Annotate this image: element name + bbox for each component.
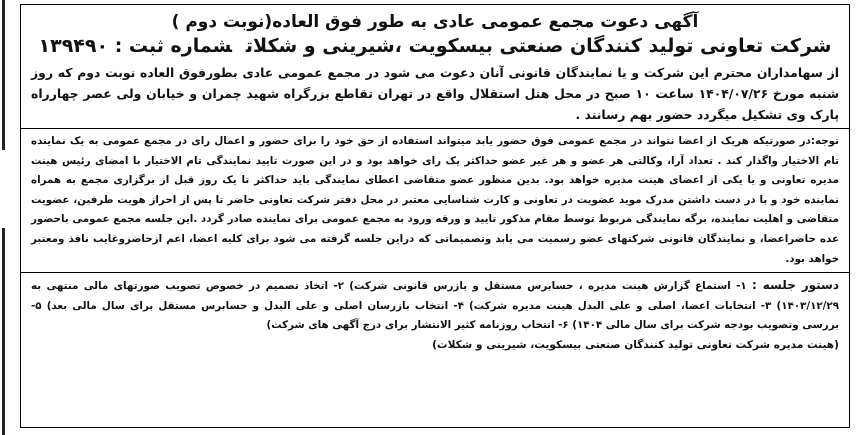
company-heading xyxy=(31,33,839,59)
agenda-label: دستور جلسه : xyxy=(752,278,840,293)
invitation-paragraph: از سهامداران محترم این شرکت و یا نمایندگان قانونی آنان دعوت می شود در مجمع عمومی عادی بطورفوق العاده نوبت دوم که روز شنبه مورخ ۱۴۰۴/۰۷/۲۶ ساعت ۱۰ صبح در محل هتل استقلال واقع در تهران تقاطع بزرگراه شهید چمران و خیابان ولی عصر چهارراه پارک وی تشکیل میگردد حضور بهم رسانند . xyxy=(31,65,839,122)
section-divider xyxy=(21,128,849,129)
agenda-items: ۱- استماع گزارش هینت مدیره ، حسابرس مستقل و بازرس قانونی شرکت) ۲- اتخاذ تصمیم در خصوص تصویب صورتهای مالی منتهی به ۱۴۰۳/۱۲/۲۹) ۳- انتخابات اعضا، اصلی و علی البدل هینت مدیره شرکت) ۴- انتخاب بازرسان اصلی و علی البدل و حسابرس مستقل برای سال مالی بعد) ۵- بررسی وتصویب بودجه شرکت برای سال مالی ۱۴۰۴) ۶- انتخاب روزنامه کثیر الانتشار برای درج آگهی های شرکت) xyxy=(31,280,840,332)
company-name: شرکت تعاونی تولید کنندگان صنعتی بیسکویت ،شیرینی و شکلات xyxy=(245,35,832,57)
section-divider-2 xyxy=(21,272,849,273)
edge-line-top xyxy=(2,0,5,150)
edge-line-bottom xyxy=(2,228,5,435)
announcement-box xyxy=(20,4,850,428)
page-edge-mark xyxy=(0,0,8,435)
signature-line: (هینت مدیره شرکت تعاونی تولید کنندگان صنعتی بیسکویت، شیرینی و شکلات) xyxy=(432,338,839,351)
proxy-note-paragraph: توجه:در صورتیکه هریک از اعضا نتواند در مجمع عمومی فوق حضور یابد میتواند استفاده از حق خود را برای حضور و اعمال رای در مجمع عمومی به یک نماینده تام الاختیار واگذار کند . تعداد آرا، وکالتی هر عضو و هر غیر عضو حداکثر یک رای خواهد بود و در این صورت تایید نمایندگی تام الاختیار با امضای رئیس هینت مدیره تعاونی و یا یکی از اعضای هینت مدیره خواهد بود. بدین منظور عضو متقاضی اعطای نمایندگی باید حداکثر تا یک روز قبل از برگزاری مجمع به همراه نماینده خود و با در دست داشتن مدرک موید عضویت در تعاونی و کارت شناسایی معتبر در محل دفتر شرکت تعاونی حاضر تا پس از احراز هویت طرفین، عضویت متقاضی و اهلیت نماینده، برگه نمایندگی مربوط توسط مقام مذکور تایید و ورقه ورود به مجمع عمومی برای نماینده صادر گردد .این جلسه مجمع عمومی باحضور عده حاضراعضا، و نمایندگان قانونی شرکتهای عضو رسمیت می یابد وتصمیماتی که دراین جلسه گرفته می شود برای کلیه اعضا، اعم ازحاضروغایب نافذ ومعتبر خواهد بود. xyxy=(31,135,839,265)
registration-number: شماره ثبت : ۱۳۹۴۹۰ xyxy=(38,35,232,57)
agenda-paragraph xyxy=(31,276,839,336)
announcement-title: آگهی دعوت مجمع عمومی عادی به طور فوق العاده(نوبت دوم ) xyxy=(171,12,699,32)
